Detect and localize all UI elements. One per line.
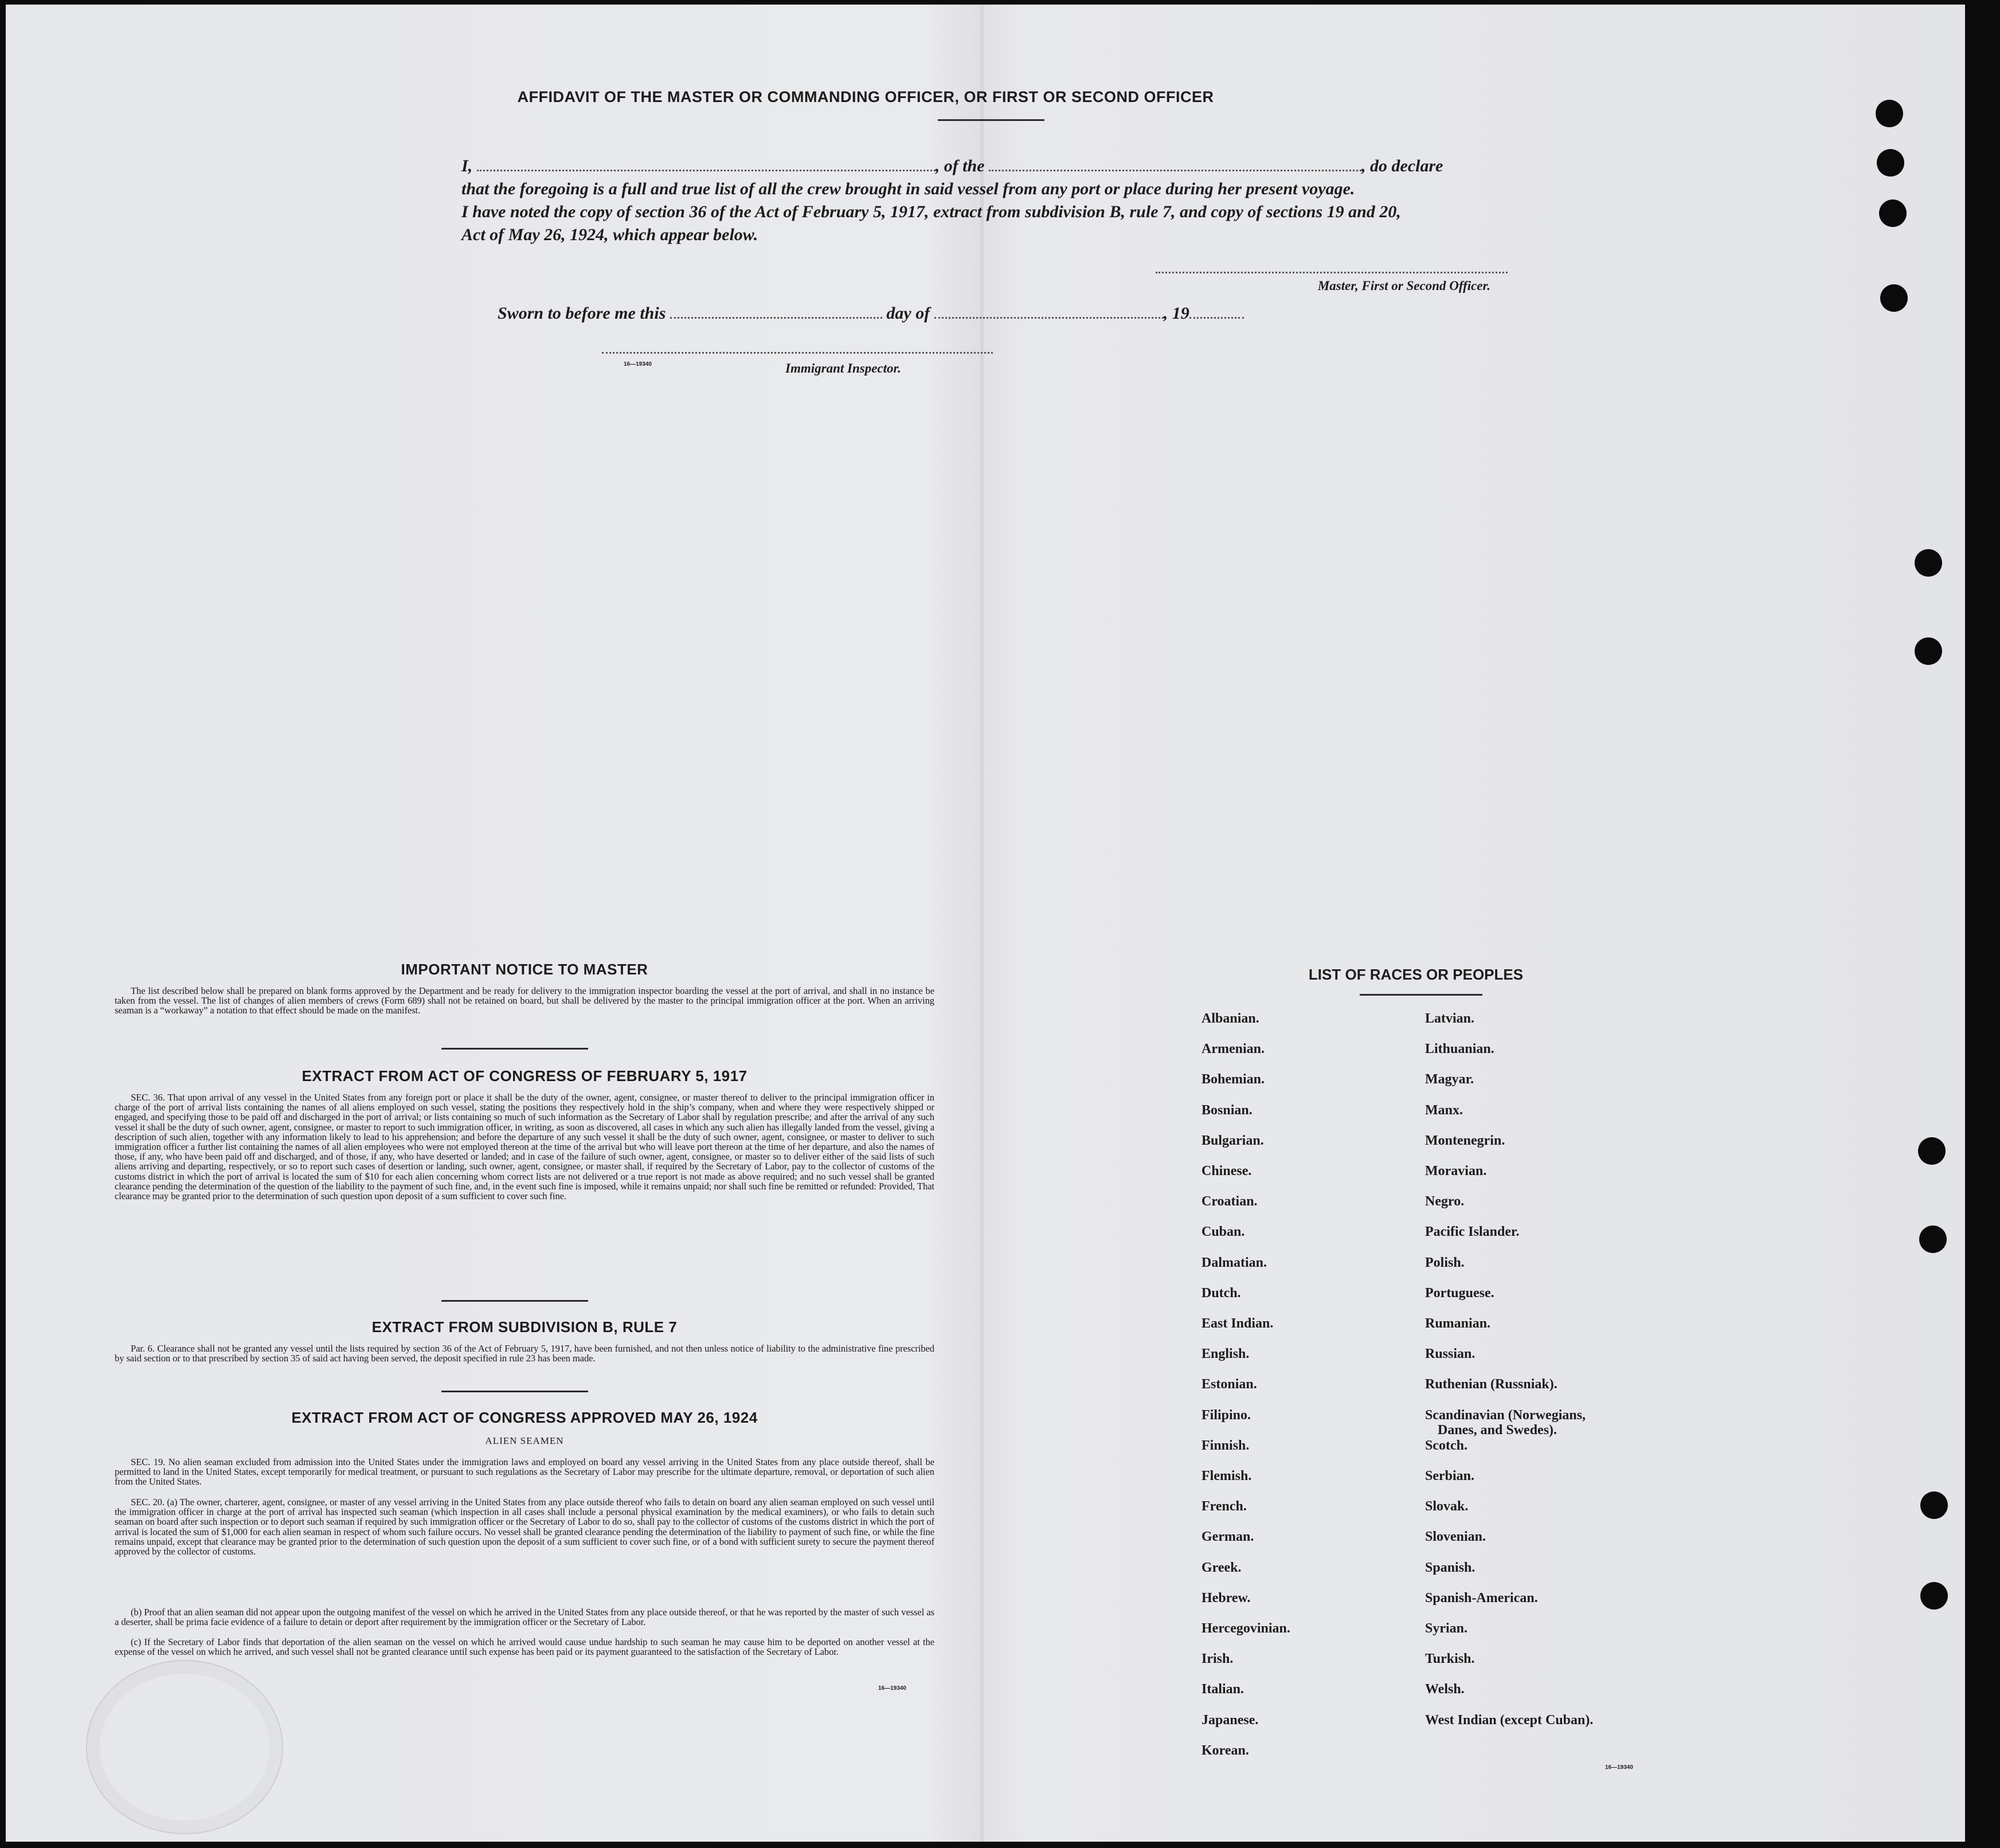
section-rule: [441, 1391, 588, 1392]
race-item: Scandinavian (Norwegians,: [1425, 1407, 1586, 1423]
rule7-text: Par. 6. Clearance shall not be granted any vessel until the lists required by section 36 of the Act of February 5, 1917, have been furnished, and not then unless notice of liability to the administrative fine prescribed by said section or to that prescribed by section 35 of said act having been served, the deposit specified in rule 23 has been made.: [115, 1343, 934, 1364]
race-item: English.: [1201, 1346, 1250, 1362]
race-item: Croatian.: [1201, 1194, 1258, 1209]
race-item: Albanian.: [1201, 1011, 1259, 1026]
race-item: Montenegrin.: [1425, 1133, 1505, 1148]
punch-hole: [1915, 549, 1942, 577]
race-item: Hercegovinian.: [1201, 1621, 1290, 1636]
race-item: Danes, and Swedes).: [1438, 1422, 1557, 1438]
rule7-title: EXTRACT FROM SUBDIVISION B, RULE 7: [371, 1318, 678, 1336]
sworn-year-field[interactable]: [1189, 306, 1244, 319]
race-item: Italian.: [1201, 1682, 1244, 1697]
sworn-day-of: day of: [886, 304, 930, 323]
notice-title: IMPORTANT NOTICE TO MASTER: [401, 961, 648, 978]
race-item: Armenian.: [1201, 1042, 1265, 1057]
extract-1917-text: SEC. 36. That upon arrival of any vessel in the United States from any foreign port or place it shall be the duty of the owner, agent, consignee, or master thereof to deliver to the principal immigration officer in charge of the port of arrival lists containing the names of all aliens employed on such vessel, stating the positions they respectively hold in the ship’s company, when and where they were respectively shipped or engaged, and specifying those to be paid off and discharged in the port of arrival; or lists containing so much of such information as the Secretary of Labor shall by regulation prescribe; and after the arrival of any such vessel it shall be the duty of such owner, agent, consignee, or master to report to such immigration officer, in writing, as soon as discovered, all cases in which any such alien has illegally landed from the vessel, giving a description of such alien, together with any information likely to lead to his apprehension; and before the departure of any such vessel it shall be the duty of such owner, agent, consignee, or master to deliver to such immigration officer a further list containing the names of all alien employees who were not employed thereon at the time of the arrival but who will leave port thereon at the time of her departure, and also the names of those, if any, who have been paid off and discharged, and of those, if any, who have deserted or landed; and in case of the failure of such owner, agent, consignee, or master so to deliver either of the said lists of such aliens arriving and departing, respectively, or so to report such cases of desertion or landing, such owner, agent, consignee, or master shall, if required by the Secretary of Labor, pay to the collector of customs of the customs district in which the port of arrival is located the sum of $10 for each alien concerning whom correct lists are not delivered or a true report is not made as above required; and no such vessel shall be granted clearance pending the determination of the question of the liability to the payment of such fine, and, in the event such fine is imposed, while it remains unpaid; nor shall such fine be remitted or refunded: Provided, That clearance may be granted prior to the determination of such question upon deposit of a sum sufficient to cover such fine.: [115, 1092, 934, 1202]
form-number: 16—19340: [878, 1685, 906, 1692]
race-item: Bulgarian.: [1201, 1133, 1264, 1148]
inspector-signature-field[interactable]: [602, 352, 993, 354]
sec20c-text: (c) If the Secretary of Labor finds that deportation of the alien seaman on the vessel on which he arrived would cause undue hardship to such seaman he may cause him to be deported on another vessel at the expense of the vessel on which he arrived, and such vessel shall not be granted clearance until such expense has been paid or its payment guaranteed to the satisfaction of the Secretary of Labor.: [115, 1636, 934, 1658]
punch-hole: [1877, 149, 1904, 177]
race-item: Bohemian.: [1201, 1072, 1265, 1087]
race-item: Hebrew.: [1201, 1590, 1251, 1606]
race-item: Spanish.: [1425, 1560, 1475, 1575]
alien-seamen-subtitle: ALIEN SEAMEN: [485, 1435, 564, 1446]
declaration-line-4: Act of May 26, 1924, which appear below.: [461, 225, 758, 244]
sworn-month-field[interactable]: [934, 306, 1164, 319]
declare-suffix: , do declare: [1361, 156, 1443, 175]
race-item: Spanish-American.: [1425, 1590, 1538, 1606]
punch-hole: [1876, 100, 1903, 127]
race-item: Irish.: [1201, 1651, 1234, 1667]
extract-1917-title: EXTRACT FROM ACT OF CONGRESS OF FEBRUARY 5, 1917: [302, 1067, 747, 1084]
race-item: Welsh.: [1425, 1682, 1465, 1697]
race-item: East Indian.: [1201, 1316, 1274, 1331]
race-item: Magyar.: [1425, 1072, 1474, 1087]
race-item: Estonian.: [1201, 1377, 1257, 1392]
sworn-prefix: Sworn to before me this: [498, 304, 666, 323]
race-item: Japanese.: [1201, 1712, 1259, 1728]
race-item: Slovak.: [1425, 1499, 1469, 1514]
race-item: Russian.: [1425, 1346, 1475, 1362]
section-rule: [441, 1048, 588, 1050]
notice-text: The list described below shall be prepared on blank forms approved by the Department and be ready for delivery to the immigration inspector boarding the vessel at the port of arrival, and shall in no instance be taken from the vessel. The list of changes of alien members of crews (Form 689) shall not be retained on board, but shall be delivered by the master to the principal immigration officer at the port. When an arriving seaman is a “workaway” a notation to that effect should be made on the manifest.: [115, 985, 934, 1016]
sec20a-text: SEC. 20. (a) The owner, charterer, agent, consignee, or master of any vessel arriving in the United States from any place outside thereof who fails to detain on board any alien seaman employed on such vessel until the immigration officer in charge at the port of arrival has inspected such seaman (which inspection in all cases shall include a personal physical examination by the medical examiners), or who fails to detain such seaman on board after such inspection or to deport such seaman if required by such immigration officer or the Secretary of Labor to do so, shall pay to the collector of customs of the customs district in which the port of arrival is located the sum of $1,000 for each alien seaman in respect of whom such failure occurs. No vessel shall be granted clearance pending the determination of the liability to payment of such fine, or while the fine remains unpaid, except that clearance may be granted prior to the determination of such question upon the deposit of a sum sufficient to cover such fine, or of a bond with sufficient surety to secure the payment thereof approved by the collector of customs.: [115, 1497, 934, 1557]
race-item: Ruthenian (Russniak).: [1425, 1377, 1557, 1392]
declarant-prefix: I,: [461, 156, 473, 175]
race-item: Portuguese.: [1425, 1285, 1494, 1301]
race-item: Dutch.: [1201, 1285, 1241, 1301]
race-item: Bosnian.: [1201, 1102, 1253, 1118]
race-item: Turkish.: [1425, 1651, 1475, 1667]
sworn-day-field[interactable]: [670, 306, 882, 319]
officer-signature-label: Master, First or Second Officer.: [1317, 279, 1490, 293]
form-number: 16—19340: [624, 361, 652, 367]
race-item: West Indian (except Cuban).: [1425, 1712, 1594, 1728]
title-rule: [938, 119, 1044, 121]
race-item: Korean.: [1201, 1743, 1249, 1758]
race-item: Serbian.: [1425, 1469, 1475, 1483]
race-item: Moravian.: [1425, 1164, 1487, 1179]
race-item: Slovenian.: [1425, 1529, 1486, 1545]
declarant-name-field[interactable]: [477, 158, 936, 171]
embossed-seal: [86, 1660, 283, 1834]
sworn-line: [498, 304, 1244, 323]
punch-hole: [1919, 1226, 1947, 1253]
sec19-text: SEC. 19. No alien seaman excluded from admission into the United States under the immigration laws and employed on board any vessel arriving in the United States from any place outside thereof, shall be permitted to land in the United States, except temporarily for medical treatment, or pursuant to such regulations as the Secretary of Labor may prescribe for the ultimate departure, removal, or deportation of such alien from the United States.: [115, 1457, 934, 1487]
race-item: Filipino.: [1201, 1407, 1251, 1423]
declaration-line-3: I have noted the copy of section 36 of the Act of February 5, 1917, extract from subdivision B, rule 7, and copy of sections 19 and 20,: [461, 202, 1401, 221]
race-item: Dalmatian.: [1201, 1255, 1267, 1270]
race-item: Chinese.: [1201, 1164, 1252, 1179]
inspector-label: Immigrant Inspector.: [785, 361, 901, 375]
race-item: Pacific Islander.: [1425, 1224, 1520, 1240]
punch-hole: [1879, 199, 1907, 227]
punch-hole: [1880, 284, 1908, 312]
race-item: Cuban.: [1201, 1224, 1245, 1240]
race-item: German.: [1201, 1529, 1254, 1545]
race-item: French.: [1201, 1499, 1247, 1514]
race-item: Greek.: [1201, 1560, 1242, 1575]
punch-hole: [1918, 1137, 1946, 1165]
race-item: Finnish.: [1201, 1438, 1250, 1453]
race-item: Polish.: [1425, 1255, 1465, 1270]
section-rule: [441, 1300, 588, 1302]
declaration-line-2: that the foregoing is a full and true list of all the crew brought in said vessel from any port or place during her present voyage.: [461, 179, 1355, 198]
form-number: 16—19340: [1605, 1764, 1633, 1771]
punch-hole: [1920, 1582, 1948, 1610]
races-title: LIST OF RACES OR PEOPLES: [1308, 966, 1524, 983]
race-item: Latvian.: [1425, 1011, 1475, 1026]
page-fold: [980, 5, 984, 1842]
vessel-prefix: , of the: [935, 156, 985, 175]
punch-hole: [1915, 637, 1942, 665]
race-item: Negro.: [1425, 1194, 1465, 1209]
punch-hole: [1920, 1491, 1948, 1519]
extract-1924-title: EXTRACT FROM ACT OF CONGRESS APPROVED MAY 26, 1924: [291, 1409, 758, 1426]
officer-signature-field[interactable]: [1156, 272, 1508, 273]
vessel-name-field[interactable]: [989, 158, 1361, 171]
sworn-year-prefix: , 19: [1163, 304, 1189, 323]
race-item: Manx.: [1425, 1102, 1463, 1118]
race-item: Rumanian.: [1425, 1316, 1491, 1331]
declaration-block: [461, 155, 1539, 246]
race-item: Lithuanian.: [1425, 1042, 1494, 1057]
race-item: Syrian.: [1425, 1621, 1468, 1636]
affidavit-title: AFFIDAVIT OF THE MASTER OR COMMANDING OFFICER, OR FIRST OR SECOND OFFICER: [517, 88, 1214, 105]
document-page: [6, 5, 1965, 1842]
declaration-line-1: [461, 155, 1539, 178]
sec20b-text: (b) Proof that an alien seaman did not appear upon the outgoing manifest of the vessel on which he arrived in the United States from any place outside thereof, or that he was reported by the master of such vessel as a deserter, shall be prima facie evidence of a failure to detain or deport after requirement by the immigration officer or the Secretary of Labor.: [115, 1607, 934, 1628]
race-item: Flemish.: [1201, 1469, 1252, 1483]
races-title-rule: [1360, 994, 1482, 996]
race-item: Scotch.: [1425, 1438, 1467, 1453]
